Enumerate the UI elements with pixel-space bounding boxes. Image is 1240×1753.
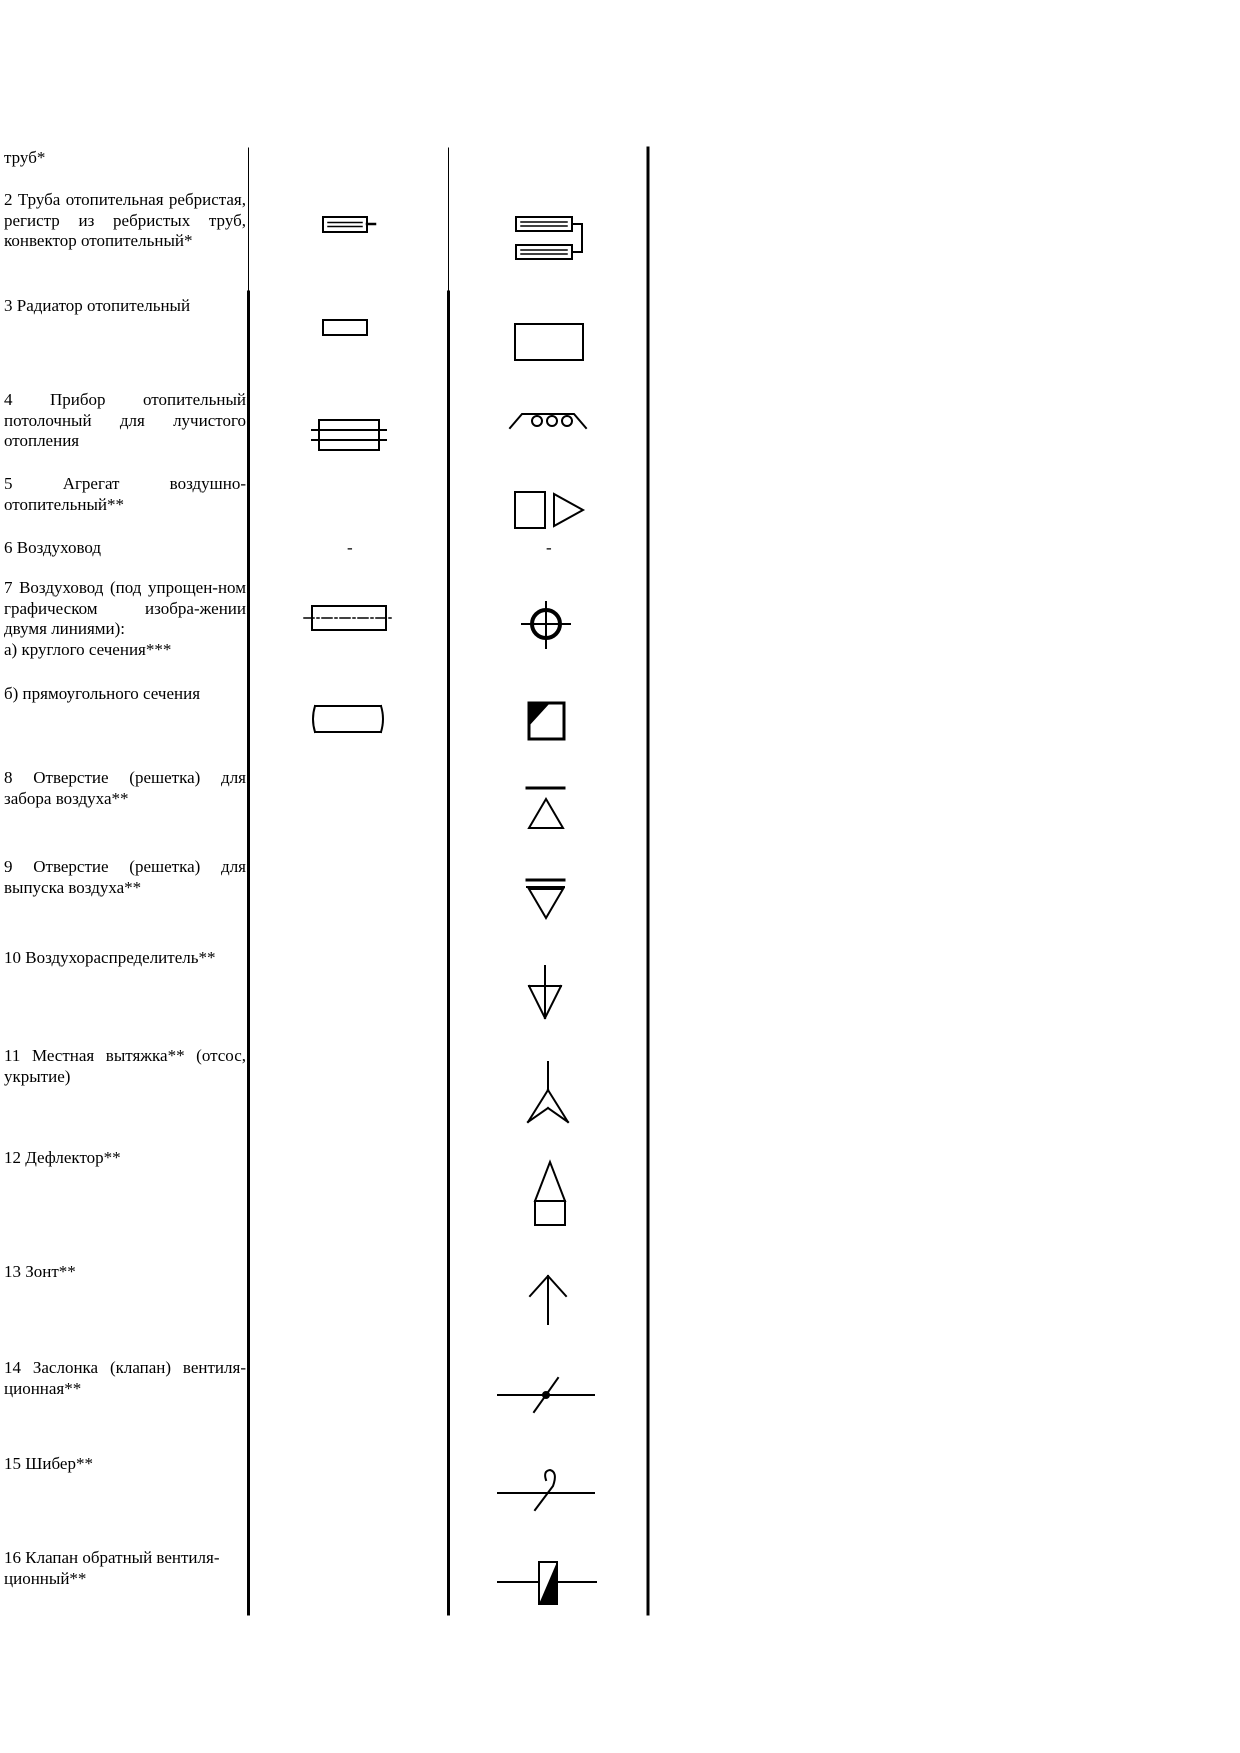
row-text-12: 12 Дефлектор**: [4, 1148, 121, 1167]
air-exhaust-grille-icon: [527, 880, 564, 918]
row-text-16: 16 Клапан обратный вентиля-ционный**: [4, 1548, 220, 1588]
row-text-6: 6 Воздуховод: [4, 538, 102, 557]
row-text-14: 14 Заслонка (клапан) вентиля-ционная**: [4, 1358, 246, 1398]
finned-pipe-icon: [323, 217, 375, 232]
row-text-9: 9 Отверстие (решетка) для выпуска воздуха**: [4, 857, 246, 897]
row-text-11: 11 Местная вытяжка** (отсос, укрытие): [4, 1046, 246, 1086]
row-text-continuation: труб*: [4, 148, 46, 167]
row-6-col3-dash: -: [546, 538, 552, 557]
air-intake-grille-icon: [527, 788, 564, 828]
radiator-plan-icon: [323, 320, 367, 335]
row-text-8: 8 Отверстие (решетка) для забора воздуха**: [4, 768, 246, 808]
slide-gate-icon: [498, 1470, 594, 1510]
ventilation-damper-icon: [498, 1378, 594, 1412]
finned-pipe-register-icon: [516, 217, 582, 259]
row-text-5: 5 Агрегат воздушно-отопительный**: [4, 474, 246, 514]
ceiling-radiant-heater-section-icon: [510, 414, 586, 428]
rectangular-duct-plan-icon: [313, 706, 383, 732]
row-text-10: 10 Воздухораспределитель**: [4, 948, 216, 967]
air-heating-unit-icon: [515, 492, 583, 528]
radiator-section-icon: [515, 324, 583, 360]
row-6-col2-dash: -: [347, 538, 353, 557]
round-duct-plan-icon: [304, 606, 394, 630]
hood-icon: [530, 1276, 566, 1324]
row-text-7a: а) круглого сечения***: [4, 639, 172, 659]
row-text-2: 2 Труба отопительная ребристая, регистр из ребристых труб, конвектор отопительный*: [4, 190, 246, 250]
local-exhaust-icon: [528, 1062, 568, 1122]
air-diffuser-icon: [529, 966, 561, 1018]
deflector-icon: [535, 1162, 565, 1225]
row-text-13: 13 Зонт**: [4, 1262, 76, 1281]
row-text-7b: б) прямоугольного сечения: [4, 684, 201, 703]
rectangular-duct-section-icon: [529, 703, 564, 739]
row-text-7: 7 Воздуховод (под упрощен-ном графическом изобра-жении двумя линиями):: [4, 578, 246, 638]
row-text-4: 4 Прибор отопительный потолочный для лучистого отопления: [4, 390, 246, 450]
row-text-15: 15 Шибер**: [4, 1454, 93, 1473]
ceiling-radiant-heater-plan-icon: [312, 420, 386, 450]
round-duct-section-icon: [522, 602, 570, 648]
row-text-3: 3 Радиатор отопительный: [4, 296, 191, 315]
check-valve-icon: [498, 1562, 596, 1604]
